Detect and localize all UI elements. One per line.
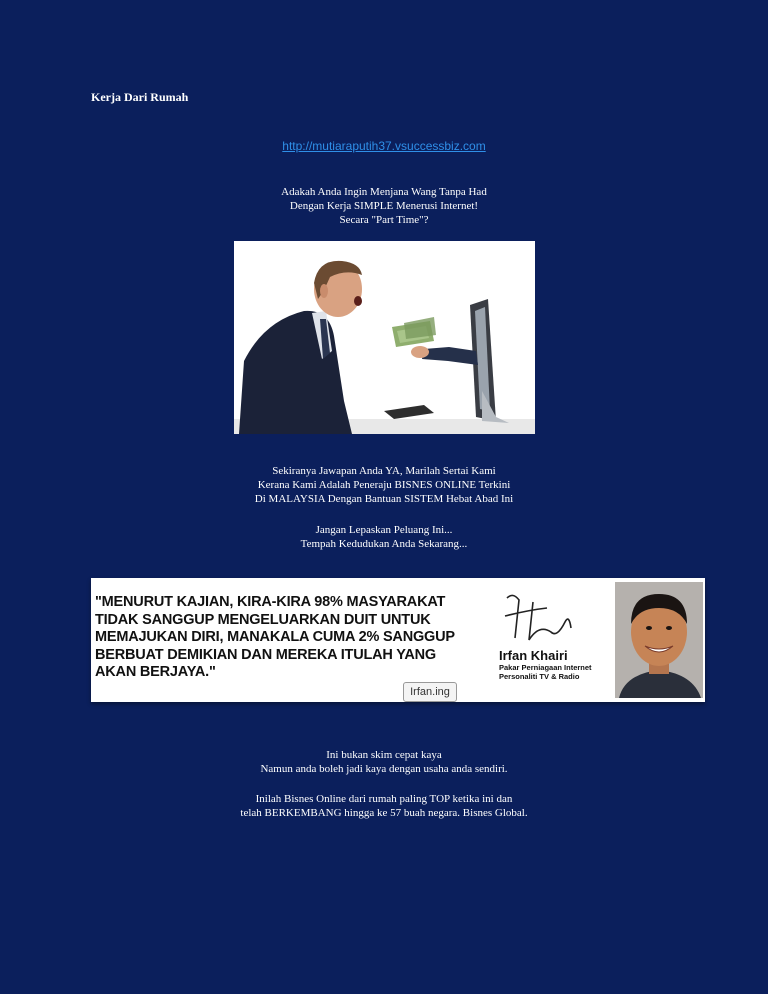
intro-line: Secara "Part Time"?: [339, 214, 429, 226]
disclaimer-paragraph: [0, 748, 768, 776]
invitation-paragraph: [0, 464, 768, 506]
invitation-line: Di MALAYSIA Dengan Bantuan SISTEM Hebat Abad Ini: [254, 493, 514, 505]
intro-paragraph: [0, 185, 768, 227]
call-to-action-paragraph: [0, 523, 768, 551]
intro-line: Adakah Anda Ingin Menjana Wang Tanpa Had: [281, 186, 487, 198]
person-caption: [499, 648, 629, 681]
disclaimer-line: Ini bukan skim cepat kaya: [326, 749, 442, 761]
banner-quote: [95, 594, 495, 682]
quote-line: TIDAK SANGGUP MENGELUARKAN DUIT UNTUK: [95, 611, 431, 628]
business-info-line: telah BERKEMBANG hingga ke 57 buah negara. Bisnes Global.: [240, 807, 528, 819]
quote-line: BERBUAT DEMIKIAN DAN MEREKA ITULAH YANG: [95, 646, 437, 663]
signature-image: [499, 588, 579, 648]
quote-line: AKAN BERJAYA.": [95, 664, 216, 681]
call-to-action-line: Tempah Kedudukan Anda Sekarang...: [300, 538, 468, 550]
person-role: Pakar Perniagaan Internet: [499, 663, 592, 672]
quote-banner: [91, 578, 705, 702]
money-from-computer-image: [234, 241, 535, 434]
business-info-line: Inilah Bisnes Online dari rumah paling TOP ketika ini dan: [255, 793, 513, 805]
document-heading: Kerja Dari Rumah: [91, 90, 189, 104]
quote-line: MEMAJUKAN DIRI, MANAKALA CUMA 2% SANGGUP: [95, 629, 455, 646]
invitation-line: Kerana Kami Adalah Peneraju BISNES ONLINE Terkini: [257, 479, 511, 491]
website-link[interactable]: http://mutiaraputih37.vsuccessbiz.com: [282, 139, 486, 153]
person-name: Irfan Khairi: [499, 648, 568, 663]
brand-tag: Irfan.ing: [403, 682, 457, 702]
business-info-paragraph: [0, 792, 768, 820]
disclaimer-line: Namun anda boleh jadi kaya dengan usaha anda sendiri.: [260, 763, 508, 775]
portrait-photo: [615, 582, 703, 698]
intro-line: Dengan Kerja SIMPLE Menerusi Internet!: [289, 200, 479, 212]
invitation-line: Sekiranya Jawapan Anda YA, Marilah Sertai Kami: [272, 465, 496, 477]
quote-line: "MENURUT KAJIAN, KIRA-KIRA 98% MASYARAKAT: [95, 594, 446, 610]
person-role: Personaliti TV & Radio: [499, 672, 580, 681]
call-to-action-line: Jangan Lepaskan Peluang Ini...: [315, 524, 453, 536]
